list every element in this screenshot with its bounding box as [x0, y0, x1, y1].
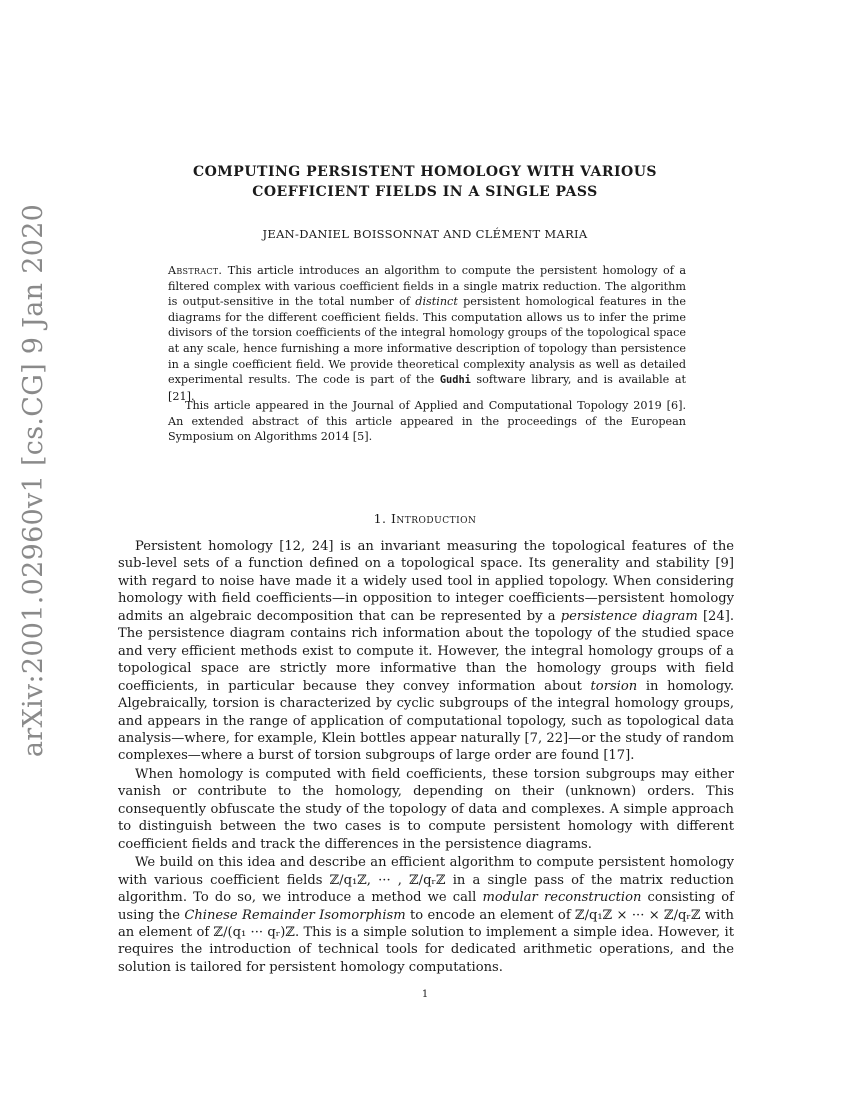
paragraph-2: When homology is computed with field coefficients, these torsion subgroups may either vanish or contribute to the homology, depending on their (unknown) orders. This consequently obfuscate the study of the topology of data and complexes. A simple approach to distinguish between the two cases is to compute persistent homology with different coefficient fields and track the differences in the persistence diagrams.	[118, 766, 734, 852]
p3-text-2: consisting of using the	[118, 890, 734, 923]
publication-note: This article appeared in the Journal of Applied and Computational Topology 2019 [6]. An extended abstract of this article appeared in the proceedings of the European Symposium on Algorithms 2014 [5].	[168, 399, 686, 444]
paper-title	[130, 162, 720, 202]
arxiv-identifier-stamp	[4, 203, 64, 757]
abstract-emphasis: distinct	[415, 295, 458, 309]
p1-emphasis-1: persistence diagram	[560, 608, 698, 624]
arxiv-id-text: arXiv:2001.02960v1 [cs.CG] 9 Jan 2020	[18, 203, 50, 757]
p1-text-1: Persistent homology [12, 24] is an invariant measuring the topological features of the sub-level sets of a function defined on a topological space. Its generality and stability [9] with regard to noise have made it a widely used tool in applied topology. When considering homology with field coefficients—in opposition to integer coefficients—persistent homology admits an algebraic decomposition that can be represented by a	[118, 539, 734, 624]
p1-text-2: [24]. The persistence diagram contains rich information about the topology of the studied space and very efficient methods exist to compute it. However, the integral homology groups of a topological space are strictly more informative than the homology groups with field coefficients, in particular because they convey information about	[118, 608, 734, 694]
abstract	[168, 263, 686, 404]
page-number: 1	[421, 989, 429, 1000]
p1-text-3: in homology. Algebraically, torsion is characterized by cyclic subgroups of the integral homology groups, and appears in the range of application of computational topology, such as topological data analysis—where, for example, Klein bottles appear naturally [7, 22]—or the study of random complexes—where a burst of torsion subgroups of large order are found [17].	[118, 678, 734, 764]
title-line-1: COMPUTING PERSISTENT HOMOLOGY WITH VARIOUS	[192, 164, 658, 180]
abstract-text-2: persistent homological features in the diagrams for the different coefficient fields. This computation allows us to infer the prime divisors of the torsion coefficients of the integral homology groups of the topological space at any scale, hence furnishing a more informative description of topology than persistence in a single coefficient field. We provide theoretical complexity analysis as well as detailed experimental results. The code is part of the	[168, 295, 686, 387]
title-line-2: COEFFICIENT FIELDS IN A SINGLE PASS	[252, 184, 598, 200]
author-list: JEAN-DANIEL BOISSONNAT AND CLÉMENT MARIA	[262, 227, 588, 241]
introduction-body	[118, 538, 734, 977]
paragraph-3	[118, 854, 734, 976]
paragraph-1	[118, 538, 734, 765]
p3-text-3: to encode an element of ℤ/q₁ℤ × ··· × ℤ/qᵣℤ with an element of ℤ/(q₁ ··· qᵣ)ℤ. This is a simple solution to implement a simple idea. However, it requires the introduction of technical tools for dedicated arithmetic operations, and the solution is tailored for persistent homology computations.	[118, 907, 734, 975]
abstract-label: Abstract.	[168, 264, 223, 277]
p3-emphasis-2: Chinese Remainder Isomorphism	[184, 907, 406, 923]
section-heading-introduction: 1. Introduction	[373, 511, 477, 526]
p1-emphasis-2: torsion	[590, 678, 638, 694]
abstract-text-3: software library, and is available at [21].	[168, 373, 686, 403]
abstract-code-name: Gudhi	[439, 374, 471, 387]
abstract-text-1: This article introduces an algorithm to compute the persistent homology of a filtered complex with various coefficient fields in a single matrix reduction. The algorithm is output-sensitive in the total number of	[168, 264, 686, 309]
p3-text-1: We build on this idea and describe an efficient algorithm to compute persistent homology with various coefficient fields ℤ/q₁ℤ, ··· , ℤ/qᵣℤ in a single pass of the matrix reduction algorithm. To do so, we introduce a method we call	[118, 855, 734, 906]
p3-emphasis-1: modular reconstruction	[482, 890, 642, 906]
